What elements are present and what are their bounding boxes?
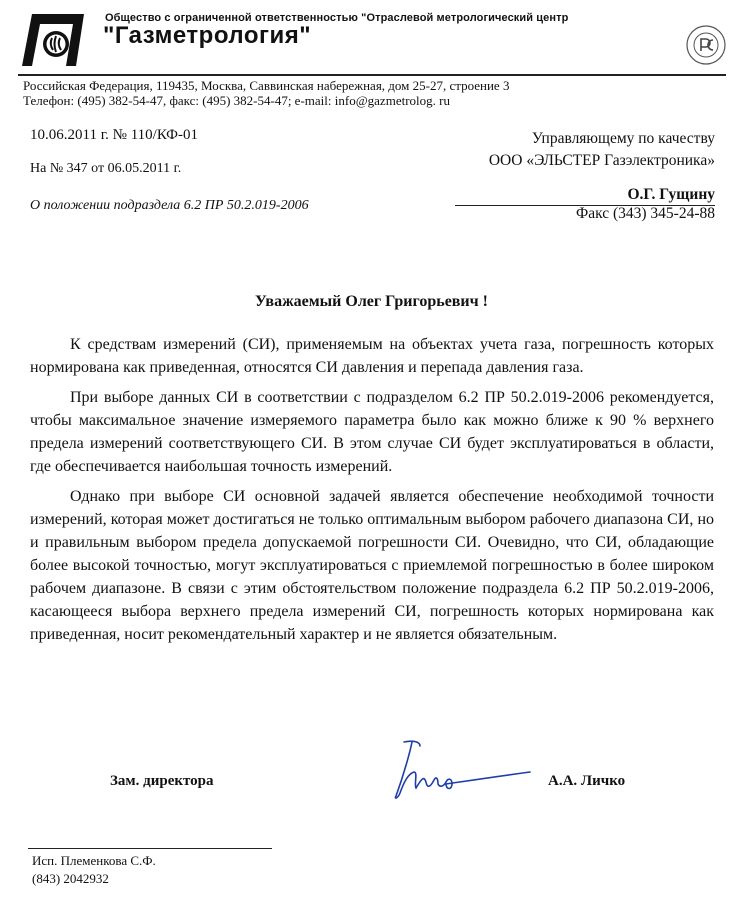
letter-subject: О положении подраздела 6.2 ПР 50.2.019-2006 — [30, 198, 309, 213]
letter-greeting: Уважаемый Олег Григорьевич ! — [255, 293, 488, 310]
footer-divider — [28, 848, 272, 849]
header-contacts: Телефон: (495) 382-54-47, факс: (495) 382-54-47; e-mail: info@gazmetrolog. ru — [23, 93, 450, 108]
executor-phone: (843) 2042932 — [32, 871, 109, 886]
outgoing-number: 10.06.2011 г. № 110/КФ-01 — [30, 127, 199, 143]
addressee-position: Управляющему по качеству — [531, 130, 715, 147]
organization-full-name: Общество с ограниченной ответственностью "Отраслевой метрологический центр — [105, 12, 569, 24]
letter-paragraph: Однако при выборе СИ основной задачей является обеспечение необходимой точности измерений, которая может достигаться не только оптимальным выбором рабочего диапазона СИ, но и правильным выбором предела допускаемой погрешности СИ. Очевидно, что СИ, обладающие более высокой точностью, могут эксплуатироваться с приемлемой погрешностью в более широком рабочем диапазоне. В связи с этим обстоятельством положение подраздела 6.2 ПР 50.2.019-2006, касающееся выбора верхнего предела измерений СИ, погрешность которых нормирована как приведенная, носит рекомендательный характер и не является обязательным. — [30, 488, 714, 643]
letter-paragraph: При выборе данных СИ в соответствии с подразделом 6.2 ПР 50.2.019-2006 рекомендуется, чтобы максимальное значение измеряемого параметра было как можно ближе к 90 % верхнего предела измерений соответствующего СИ. В этом случае СИ будет эксплуатироваться в области, где обеспечивается наибольшая точность измерений. — [30, 389, 714, 475]
signatory-role: Зам. директора — [110, 773, 214, 789]
letter-body — [30, 333, 714, 653]
addressee-company: ООО «ЭЛЬСТЕР Газэлектроника» — [488, 152, 715, 169]
organization-short-name: "Газметрология" — [103, 22, 312, 49]
gazmetrologiya-logo-icon — [22, 14, 84, 66]
signatory-name: А.А. Личко — [548, 773, 626, 789]
certification-seal-icon — [685, 24, 727, 66]
header-divider — [18, 74, 726, 76]
incoming-reference: На № 347 от 06.05.2011 г. — [30, 161, 182, 176]
executor-name: Исп. Племенкова С.Ф. — [32, 853, 156, 868]
addressee-block — [489, 128, 715, 206]
addressee-name: О.Г. Гущину — [627, 186, 715, 203]
handwritten-signature — [390, 738, 540, 804]
header-address: Российская Федерация, 119435, Москва, Саввинская набережная, дом 25-27, строение 3 — [23, 78, 510, 93]
letter-paragraph: К средствам измерений (СИ), применяемым на объектах учета газа, погрешность которых нормирована как приведенная, относятся СИ давления и перепада давления газа. — [30, 336, 714, 376]
addressee-fax: Факс (343) 345-24-88 — [575, 205, 715, 222]
